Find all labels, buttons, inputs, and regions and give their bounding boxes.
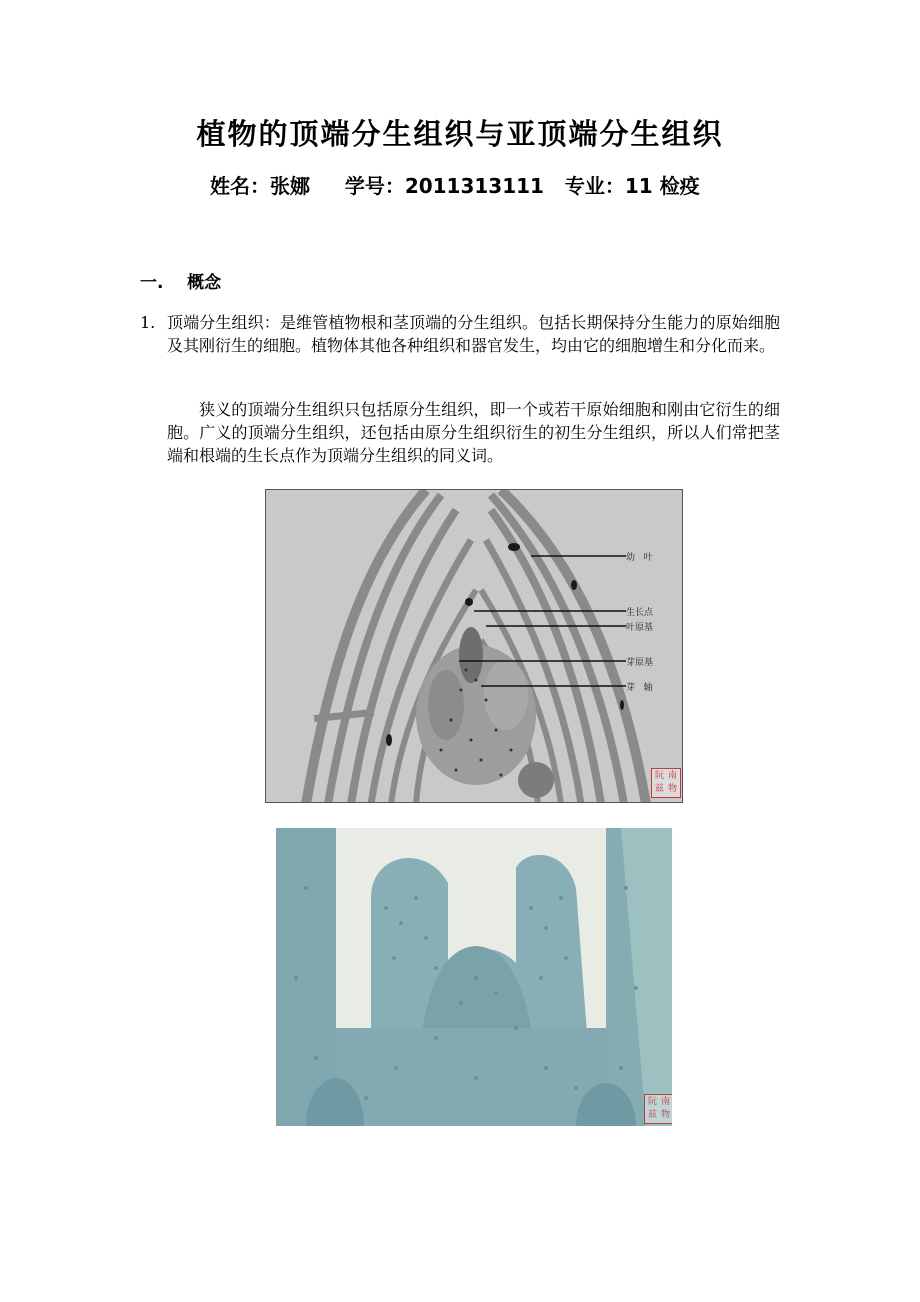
shoot-apex-drawing bbox=[266, 490, 683, 803]
author-line: 姓名：张娜 学号：2011313111 专业：11 检疫 bbox=[210, 174, 700, 198]
section-heading: 一. 概念 bbox=[140, 273, 222, 293]
stained-apex-micrograph bbox=[276, 828, 672, 1126]
seal-stamp-2: 阮 南 兹 物 bbox=[644, 1094, 672, 1124]
shoot-apex-micrograph bbox=[265, 489, 683, 803]
paragraph-2: 狭义的顶端分生组织只包括原分生组织，即一个或若干原始细胞和刚由它衍生的细胞。广义的顶端分生组织，还包括由原分生组织衍生的初生分生组织，所以人们常把茎端和根端的生长点作为顶端分生组织的同义词。 bbox=[167, 400, 780, 465]
list-item-text: 顶端分生组织：是维管植物根和茎顶端的分生组织。包括长期保持分生能力的原始细胞及其刚衍生的细胞。植物体其他各种组织和器官发生，均由它的细胞增生和分化而来。 bbox=[167, 313, 780, 355]
seal-stamp: 阮 南 兹 物 bbox=[651, 768, 681, 798]
label-young-leaf: 幼 叶 bbox=[626, 553, 653, 563]
stained-apex-drawing bbox=[276, 828, 672, 1126]
list-item-1 bbox=[140, 311, 780, 357]
list-item-number: 1. bbox=[140, 313, 156, 332]
document-title: 植物的顶端分生组织与亚顶端分生组织 bbox=[196, 117, 724, 151]
label-bud-primordium: 芽原基 bbox=[626, 658, 654, 668]
label-leaf-primordium: 叶原基 bbox=[626, 623, 654, 633]
label-bud-axis: 芽 轴 bbox=[626, 683, 653, 693]
label-growth-point: 生长点 bbox=[626, 608, 654, 618]
